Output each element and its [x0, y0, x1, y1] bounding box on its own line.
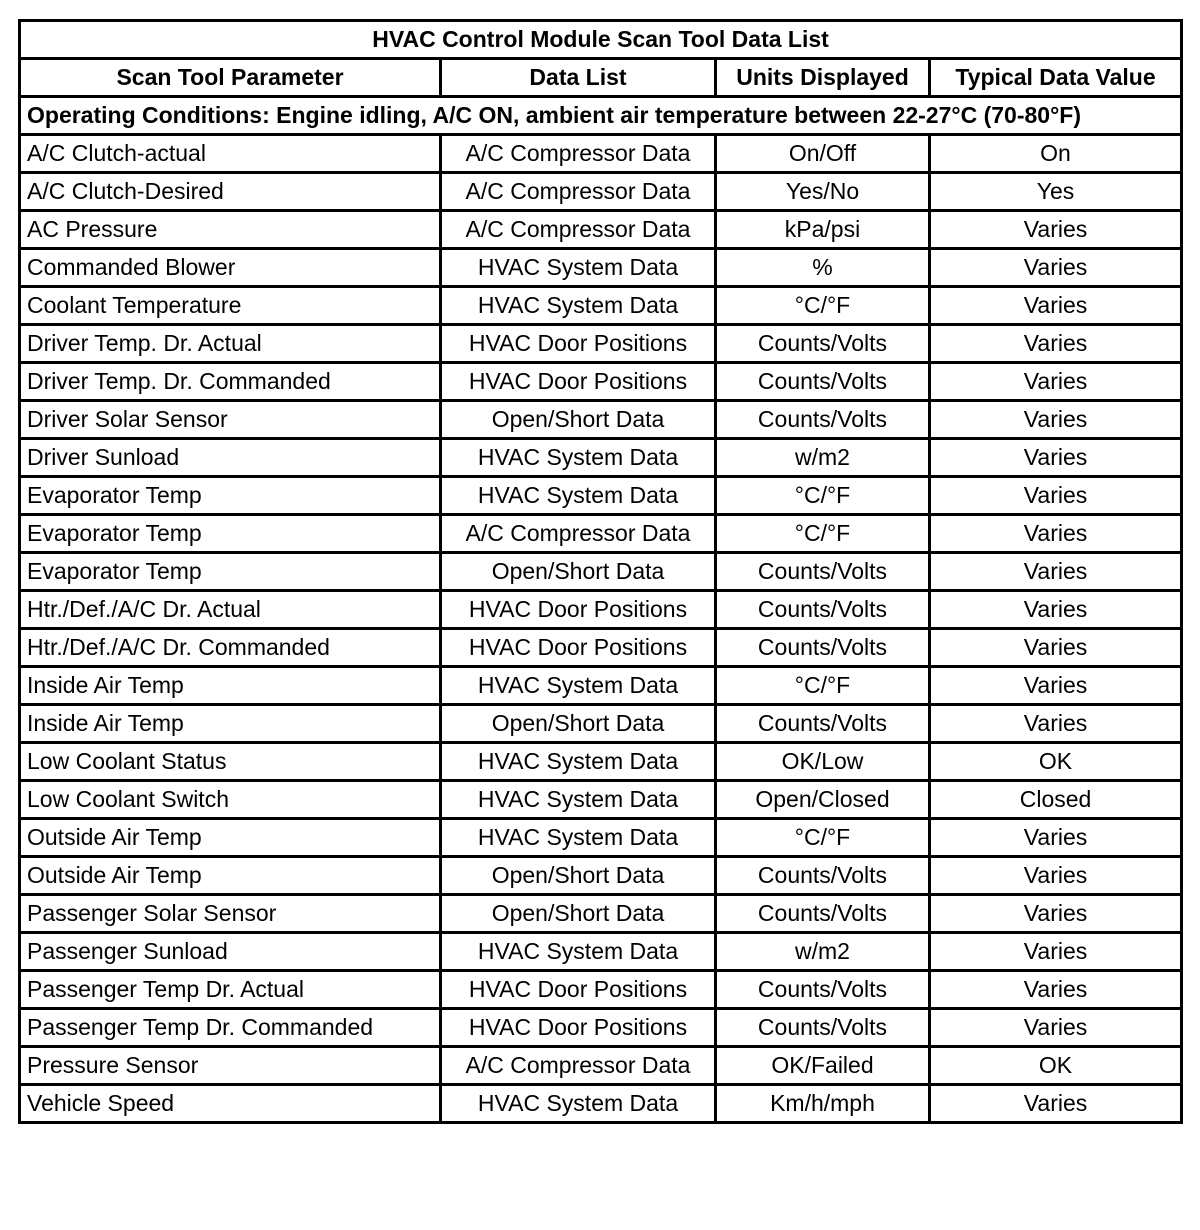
cell-typical-value: On	[930, 135, 1182, 173]
cell-parameter: Coolant Temperature	[20, 287, 441, 325]
cell-units: Km/h/mph	[716, 1085, 930, 1123]
cell-data-list: A/C Compressor Data	[441, 211, 716, 249]
table-row	[20, 1047, 1182, 1085]
table-row	[20, 249, 1182, 287]
table-row	[20, 325, 1182, 363]
cell-parameter: Driver Solar Sensor	[20, 401, 441, 439]
cell-data-list: A/C Compressor Data	[441, 515, 716, 553]
table-title: HVAC Control Module Scan Tool Data List	[20, 21, 1182, 59]
cell-parameter: Passenger Temp Dr. Commanded	[20, 1009, 441, 1047]
cell-parameter: Evaporator Temp	[20, 553, 441, 591]
cell-parameter: Htr./Def./A/C Dr. Actual	[20, 591, 441, 629]
cell-typical-value: Varies	[930, 287, 1182, 325]
table-row	[20, 401, 1182, 439]
cell-typical-value: Yes	[930, 173, 1182, 211]
cell-data-list: HVAC System Data	[441, 249, 716, 287]
cell-parameter: Evaporator Temp	[20, 515, 441, 553]
cell-units: °C/°F	[716, 477, 930, 515]
cell-parameter: A/C Clutch-Desired	[20, 173, 441, 211]
cell-parameter: Inside Air Temp	[20, 667, 441, 705]
cell-parameter: Low Coolant Switch	[20, 781, 441, 819]
cell-parameter: Driver Sunload	[20, 439, 441, 477]
title-row	[20, 21, 1182, 59]
cell-units: w/m2	[716, 439, 930, 477]
cell-typical-value: Varies	[930, 515, 1182, 553]
cell-typical-value: Varies	[930, 439, 1182, 477]
cell-parameter: Outside Air Temp	[20, 857, 441, 895]
cell-typical-value: Varies	[930, 895, 1182, 933]
cell-units: Counts/Volts	[716, 971, 930, 1009]
cell-data-list: HVAC Door Positions	[441, 1009, 716, 1047]
cell-units: Counts/Volts	[716, 629, 930, 667]
cell-parameter: Evaporator Temp	[20, 477, 441, 515]
cell-parameter: Driver Temp. Dr. Actual	[20, 325, 441, 363]
cell-data-list: Open/Short Data	[441, 553, 716, 591]
cell-data-list: A/C Compressor Data	[441, 1047, 716, 1085]
cell-units: Counts/Volts	[716, 1009, 930, 1047]
cell-units: Counts/Volts	[716, 325, 930, 363]
cell-parameter: Inside Air Temp	[20, 705, 441, 743]
table-row	[20, 287, 1182, 325]
cell-units: OK/Failed	[716, 1047, 930, 1085]
cell-parameter: Commanded Blower	[20, 249, 441, 287]
cell-data-list: HVAC System Data	[441, 439, 716, 477]
cell-units: Open/Closed	[716, 781, 930, 819]
cell-data-list: Open/Short Data	[441, 895, 716, 933]
cell-typical-value: Varies	[930, 1085, 1182, 1123]
cell-parameter: Pressure Sensor	[20, 1047, 441, 1085]
cell-typical-value: Varies	[930, 933, 1182, 971]
hvac-scan-tool-data-table	[18, 19, 1183, 1124]
cell-units: °C/°F	[716, 819, 930, 857]
cell-units: °C/°F	[716, 667, 930, 705]
cell-data-list: HVAC System Data	[441, 477, 716, 515]
cell-units: Counts/Volts	[716, 363, 930, 401]
cell-data-list: HVAC System Data	[441, 287, 716, 325]
cell-parameter: Driver Temp. Dr. Commanded	[20, 363, 441, 401]
cell-typical-value: Varies	[930, 819, 1182, 857]
cell-parameter: Low Coolant Status	[20, 743, 441, 781]
header-row	[20, 59, 1182, 97]
cell-data-list: Open/Short Data	[441, 705, 716, 743]
cell-parameter: Outside Air Temp	[20, 819, 441, 857]
cell-data-list: HVAC System Data	[441, 667, 716, 705]
cell-units: OK/Low	[716, 743, 930, 781]
cell-data-list: Open/Short Data	[441, 401, 716, 439]
table-body	[20, 135, 1182, 1123]
cell-data-list: A/C Compressor Data	[441, 173, 716, 211]
cell-units: Yes/No	[716, 173, 930, 211]
cell-data-list: HVAC System Data	[441, 1085, 716, 1123]
cell-typical-value: Varies	[930, 1009, 1182, 1047]
cell-typical-value: Closed	[930, 781, 1182, 819]
cell-typical-value: Varies	[930, 477, 1182, 515]
cell-units: %	[716, 249, 930, 287]
table-row	[20, 439, 1182, 477]
cell-parameter: AC Pressure	[20, 211, 441, 249]
table-row	[20, 553, 1182, 591]
table-row	[20, 933, 1182, 971]
cell-typical-value: Varies	[930, 667, 1182, 705]
table-row	[20, 477, 1182, 515]
cell-units: Counts/Volts	[716, 857, 930, 895]
cell-data-list: A/C Compressor Data	[441, 135, 716, 173]
column-header-typical-value: Typical Data Value	[930, 59, 1182, 97]
table-row	[20, 667, 1182, 705]
column-header-parameter: Scan Tool Parameter	[20, 59, 441, 97]
table-row	[20, 591, 1182, 629]
column-header-data-list: Data List	[441, 59, 716, 97]
cell-data-list: Open/Short Data	[441, 857, 716, 895]
table-row	[20, 819, 1182, 857]
cell-typical-value: Varies	[930, 363, 1182, 401]
cell-data-list: HVAC System Data	[441, 781, 716, 819]
cell-typical-value: Varies	[930, 211, 1182, 249]
cell-units: Counts/Volts	[716, 591, 930, 629]
cell-parameter: Passenger Sunload	[20, 933, 441, 971]
cell-typical-value: Varies	[930, 629, 1182, 667]
cell-units: kPa/psi	[716, 211, 930, 249]
cell-typical-value: Varies	[930, 325, 1182, 363]
operating-conditions-row	[20, 97, 1182, 135]
cell-typical-value: Varies	[930, 401, 1182, 439]
table-row	[20, 895, 1182, 933]
cell-data-list: HVAC Door Positions	[441, 363, 716, 401]
cell-data-list: HVAC System Data	[441, 933, 716, 971]
cell-units: On/Off	[716, 135, 930, 173]
table-row	[20, 515, 1182, 553]
cell-typical-value: OK	[930, 743, 1182, 781]
cell-typical-value: Varies	[930, 553, 1182, 591]
cell-parameter: A/C Clutch-actual	[20, 135, 441, 173]
cell-data-list: HVAC Door Positions	[441, 325, 716, 363]
table-row	[20, 743, 1182, 781]
cell-parameter: Vehicle Speed	[20, 1085, 441, 1123]
table-row	[20, 211, 1182, 249]
table-row	[20, 857, 1182, 895]
table-row	[20, 629, 1182, 667]
cell-data-list: HVAC Door Positions	[441, 629, 716, 667]
table-row	[20, 1085, 1182, 1123]
column-header-units: Units Displayed	[716, 59, 930, 97]
cell-data-list: HVAC Door Positions	[441, 971, 716, 1009]
table-row	[20, 363, 1182, 401]
cell-typical-value: Varies	[930, 971, 1182, 1009]
table-row	[20, 971, 1182, 1009]
cell-units: w/m2	[716, 933, 930, 971]
cell-data-list: HVAC System Data	[441, 819, 716, 857]
cell-typical-value: OK	[930, 1047, 1182, 1085]
cell-units: Counts/Volts	[716, 553, 930, 591]
cell-parameter: Passenger Solar Sensor	[20, 895, 441, 933]
cell-units: Counts/Volts	[716, 705, 930, 743]
cell-data-list: HVAC Door Positions	[441, 591, 716, 629]
cell-parameter: Htr./Def./A/C Dr. Commanded	[20, 629, 441, 667]
table-row	[20, 135, 1182, 173]
table-row	[20, 173, 1182, 211]
table-row	[20, 705, 1182, 743]
cell-data-list: HVAC System Data	[441, 743, 716, 781]
cell-units: °C/°F	[716, 287, 930, 325]
table-row	[20, 1009, 1182, 1047]
cell-units: Counts/Volts	[716, 895, 930, 933]
cell-typical-value: Varies	[930, 857, 1182, 895]
cell-parameter: Passenger Temp Dr. Actual	[20, 971, 441, 1009]
cell-typical-value: Varies	[930, 249, 1182, 287]
operating-conditions: Operating Conditions: Engine idling, A/C ON, ambient air temperature between 22-27°C (70-80°F)	[20, 97, 1182, 135]
cell-units: Counts/Volts	[716, 401, 930, 439]
cell-units: °C/°F	[716, 515, 930, 553]
table-row	[20, 781, 1182, 819]
cell-typical-value: Varies	[930, 591, 1182, 629]
cell-typical-value: Varies	[930, 705, 1182, 743]
